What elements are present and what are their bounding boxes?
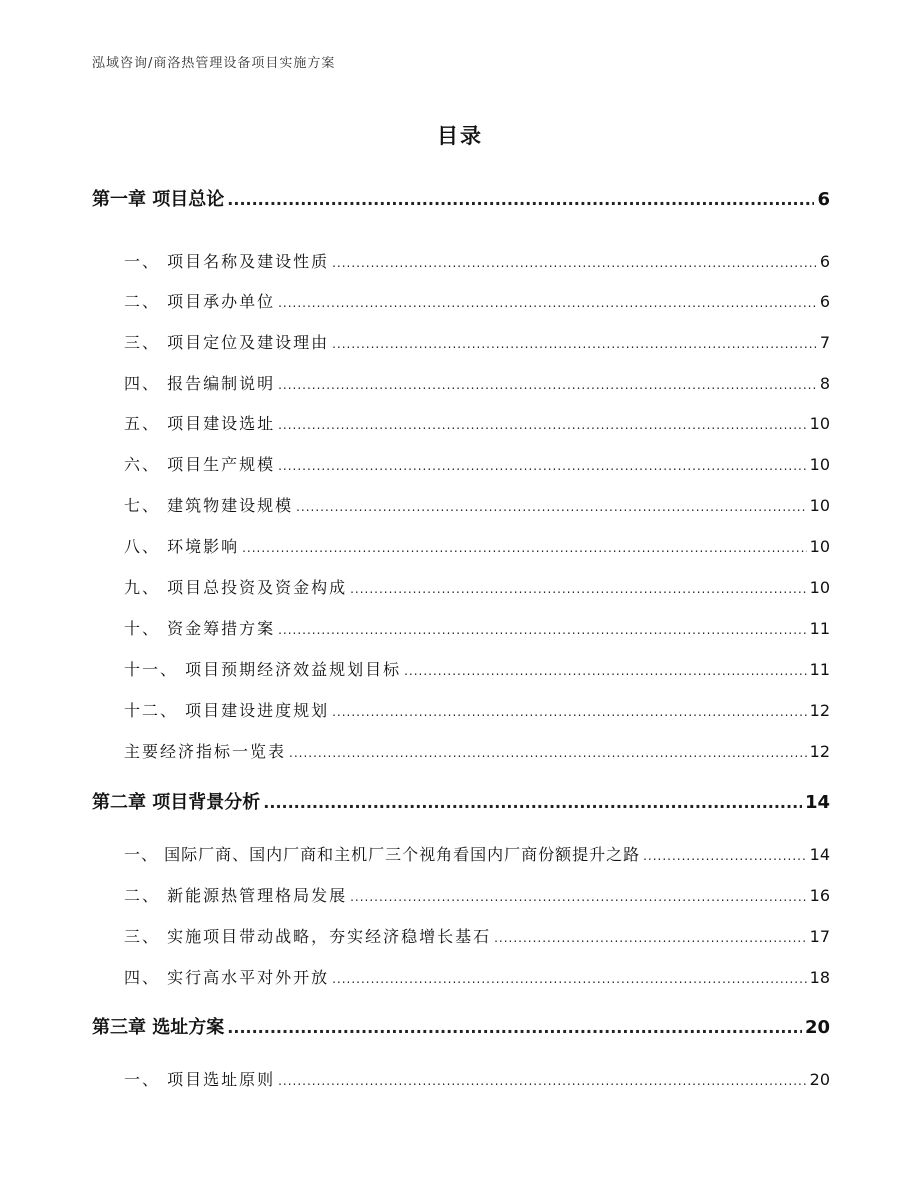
toc-leader-dots: [332, 972, 807, 986]
toc-page-number: 11: [809, 619, 830, 638]
toc-entry[interactable]: [92, 493, 830, 516]
toc-entry[interactable]: [92, 965, 830, 988]
toc-leader-dots: [332, 705, 807, 719]
toc-entry-label: 第二章 项目背景分析: [92, 792, 261, 813]
toc-page-number: 14: [809, 845, 830, 864]
toc-entry[interactable]: [92, 452, 830, 475]
toc-leader-dots: [494, 931, 807, 945]
toc-entry-label: 一、 项目选址原则: [124, 1070, 276, 1089]
toc-page-number: 10: [809, 496, 830, 515]
toc-leader-dots: [350, 582, 807, 596]
toc-entry-label: 九、 项目总投资及资金构成: [124, 578, 348, 597]
page-header: 泓域咨询/商洛热管理设备项目实施方案: [92, 56, 336, 71]
toc-chapter-3[interactable]: [92, 1013, 830, 1039]
toc-page-number: 10: [809, 414, 830, 433]
toc-entry[interactable]: [92, 249, 830, 272]
toc-leader-dots: [296, 500, 807, 514]
toc-entry[interactable]: [92, 616, 830, 639]
toc-leader-dots: [242, 541, 807, 555]
toc-entry-label: 七、 建筑物建设规模: [124, 496, 294, 515]
toc-leader-dots: [332, 256, 817, 270]
toc-leader-dots: [332, 337, 817, 351]
toc-page-number: 11: [809, 660, 830, 679]
toc-page-number: 18: [809, 968, 830, 987]
toc-page-number: 7: [819, 333, 830, 352]
toc-entry[interactable]: [92, 534, 830, 557]
toc-entry-label: 二、 新能源热管理格局发展: [124, 886, 348, 905]
toc-leader-dots: [263, 793, 802, 812]
toc-leader-dots: [350, 890, 807, 904]
toc-page-number: 10: [809, 455, 830, 474]
page-title: 目录: [437, 124, 483, 148]
toc-entry-label: 六、 项目生产规模: [124, 455, 276, 474]
toc-leader-dots: [227, 1018, 802, 1037]
toc-leader-dots: [278, 296, 817, 310]
toc-entry-label: 第三章 选址方案: [92, 1017, 225, 1038]
toc-entry[interactable]: [92, 371, 830, 394]
toc-page-number: 17: [809, 927, 830, 946]
toc-page-number: 12: [809, 701, 830, 720]
toc-page-number: 10: [809, 537, 830, 556]
toc-entry[interactable]: [92, 883, 830, 906]
toc-page-number: 20: [804, 1017, 830, 1038]
toc-leader-dots: [278, 378, 817, 392]
toc-entry[interactable]: [92, 1067, 830, 1090]
toc-entry[interactable]: [92, 698, 830, 721]
toc-entry[interactable]: [92, 330, 830, 353]
toc-entry[interactable]: [92, 842, 830, 865]
toc-entry-label: 一、 国际厂商、国内厂商和主机厂三个视角看国内厂商份额提升之路: [124, 845, 641, 864]
toc-page-number: 6: [817, 189, 830, 210]
toc-entry-label: 三、 项目定位及建设理由: [124, 333, 330, 352]
toc-entry[interactable]: [92, 739, 830, 762]
toc-entry[interactable]: [92, 924, 830, 947]
toc-page-number: 8: [819, 374, 830, 393]
toc-entry-label: 十二、 项目建设进度规划: [124, 701, 330, 720]
toc-leader-dots: [278, 1074, 807, 1088]
toc-entry-label: 五、 项目建设选址: [124, 414, 276, 433]
toc-entry-label: 第一章 项目总论: [92, 189, 225, 210]
toc-entry[interactable]: [92, 411, 830, 434]
toc-entry-label: 八、 环境影响: [124, 537, 240, 556]
toc-page-number: 14: [804, 792, 830, 813]
toc-entry[interactable]: [92, 575, 830, 598]
toc-page-number: 10: [809, 578, 830, 597]
toc-entry-label: 十、 资金筹措方案: [124, 619, 276, 638]
toc-entry-label: 主要经济指标一览表: [124, 742, 287, 761]
toc-page-number: 16: [809, 886, 830, 905]
toc-entry[interactable]: [92, 657, 830, 680]
toc-entry-label: 四、 实行高水平对外开放: [124, 968, 330, 987]
toc-entry[interactable]: [92, 289, 830, 312]
toc-entry-label: 二、 项目承办单位: [124, 292, 276, 311]
toc-leader-dots: [278, 459, 807, 473]
toc-leader-dots: [289, 746, 807, 760]
toc-chapter-1[interactable]: [92, 185, 830, 211]
toc-page-number: 6: [819, 292, 830, 311]
toc-entry-label: 三、 实施项目带动战略，夯实经济稳增长基石: [124, 927, 492, 946]
toc-entry-label: 四、 报告编制说明: [124, 374, 276, 393]
toc-leader-dots: [227, 190, 814, 209]
toc-leader-dots: [278, 418, 807, 432]
toc-leader-dots: [404, 664, 807, 678]
toc-leader-dots: [643, 849, 807, 863]
toc-page-number: 20: [809, 1070, 830, 1089]
toc-page-number: 12: [809, 742, 830, 761]
toc-page-number: 6: [819, 252, 830, 271]
toc-chapter-2[interactable]: [92, 788, 830, 814]
toc-entry-label: 十一、 项目预期经济效益规划目标: [124, 660, 402, 679]
toc-entry-label: 一、 项目名称及建设性质: [124, 252, 330, 271]
toc-leader-dots: [278, 623, 807, 637]
